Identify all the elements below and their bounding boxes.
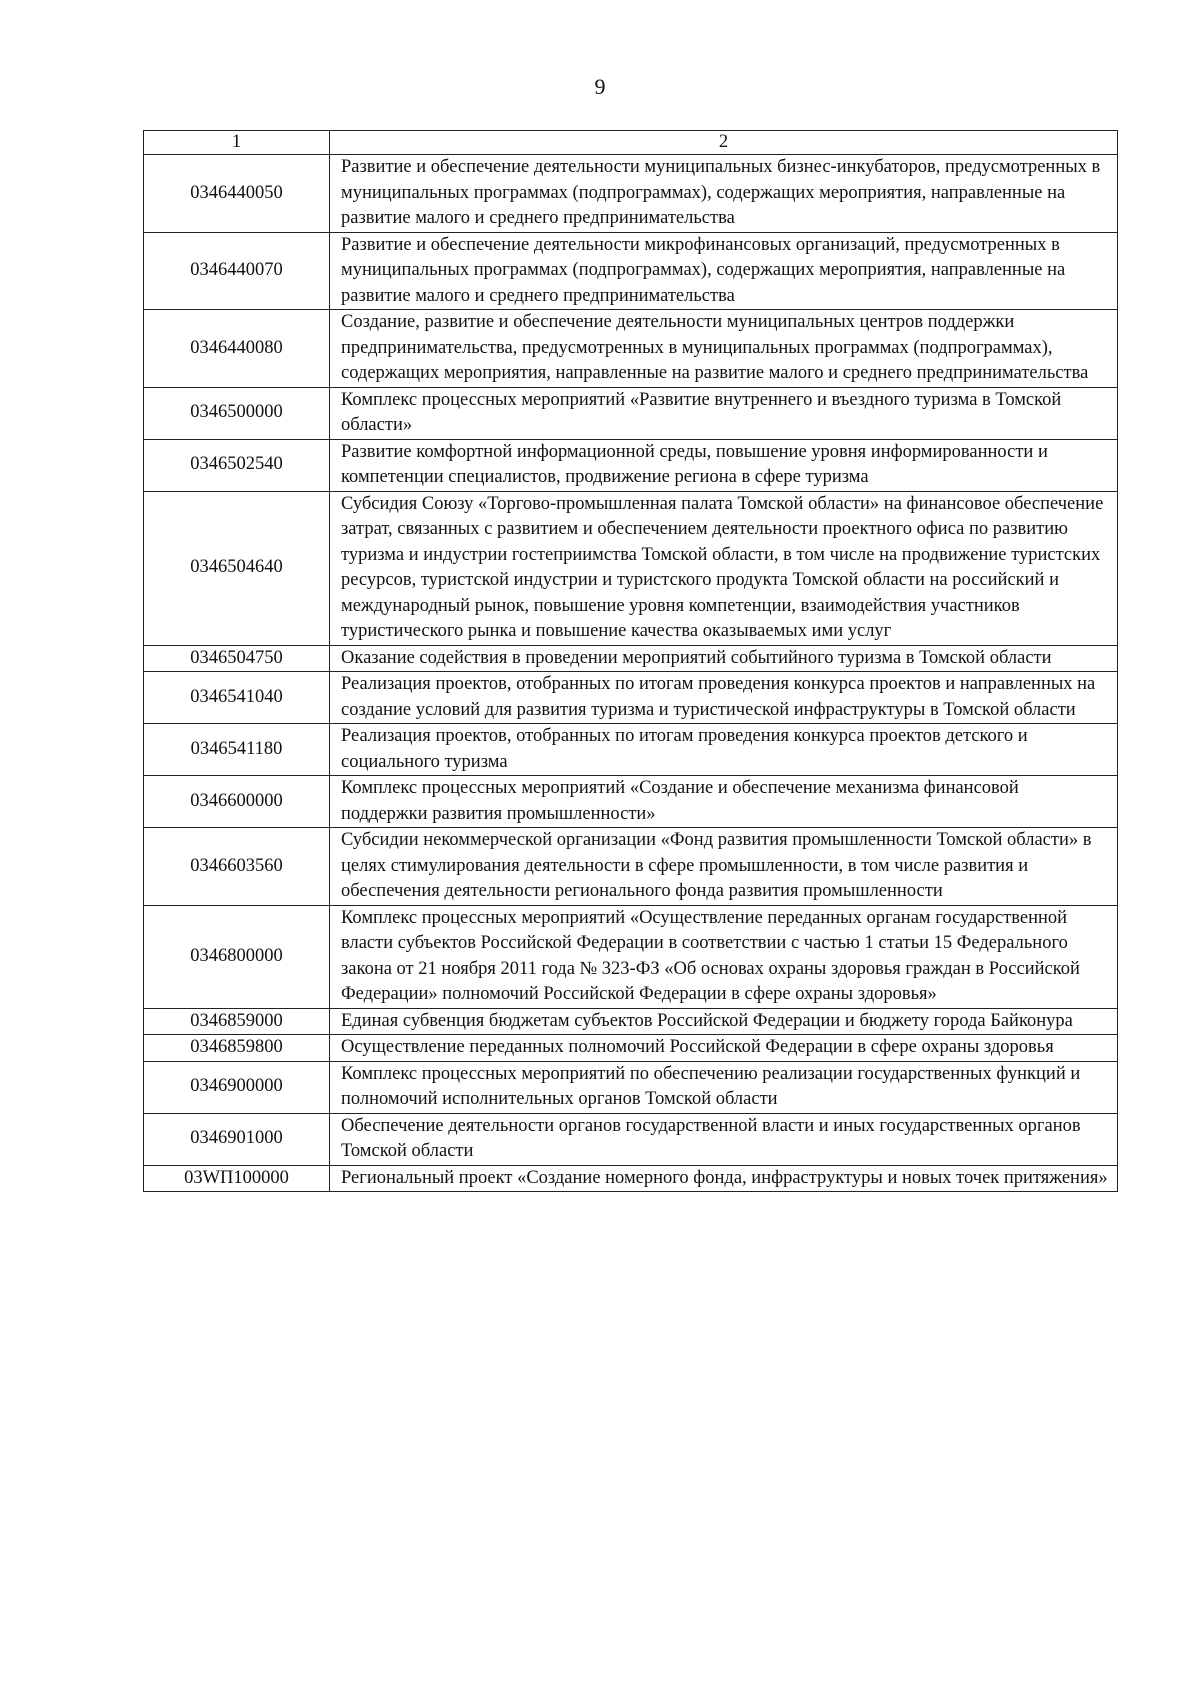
row-code-cell: 0346440080 — [144, 310, 330, 388]
row-code-cell: 0346800000 — [144, 905, 330, 1008]
row-code-cell: 0346859800 — [144, 1035, 330, 1062]
row-code-cell: 0346603560 — [144, 828, 330, 906]
row-code-cell: 0346901000 — [144, 1113, 330, 1165]
table-row — [144, 310, 1118, 388]
column-header-2: 2 — [330, 131, 1118, 155]
row-code-cell: 0346600000 — [144, 776, 330, 828]
table-row — [144, 672, 1118, 724]
table-row — [144, 724, 1118, 776]
table-row — [144, 1061, 1118, 1113]
table-row — [144, 439, 1118, 491]
table-row — [144, 1008, 1118, 1035]
table-row — [144, 1035, 1118, 1062]
row-description-cell: Субсидия Союзу «Торгово-промышленная палата Томской области» на финансовое обеспечение затрат, связанных с развитием и обеспечением деятельности проектного офиса по развитию туризма и индустрии гостеприимства Томской области, в том числе на продвижение туристских ресурсов, туристской индустрии и туристского продукта Томской области на российский и международный рынок, повышение уровня компетенции, взаимодействия участников туристического рынка и повышение качества оказываемых ими услуг — [330, 491, 1118, 645]
row-description-cell: Осуществление переданных полномочий Российской Федерации в сфере охраны здоровья — [330, 1035, 1118, 1062]
row-description-cell: Реализация проектов, отобранных по итогам проведения конкурса проектов детского и социального туризма — [330, 724, 1118, 776]
row-code-cell: 0346504640 — [144, 491, 330, 645]
budget-classification-table — [143, 130, 1118, 1192]
row-code-cell: 0346440070 — [144, 232, 330, 310]
table-row — [144, 1165, 1118, 1192]
table-row — [144, 776, 1118, 828]
row-description-cell: Оказание содействия в проведении мероприятий событийного туризма в Томской области — [330, 645, 1118, 672]
row-description-cell: Развитие и обеспечение деятельности микрофинансовых организаций, предусмотренных в муниципальных программах (подпрограммах), содержащих мероприятия, направленные на развитие малого и среднего предпринимательства — [330, 232, 1118, 310]
row-code-cell: 0346541040 — [144, 672, 330, 724]
table-row — [144, 905, 1118, 1008]
table-body — [144, 155, 1118, 1192]
table-row — [144, 828, 1118, 906]
row-description-cell: Субсидии некоммерческой организации «Фонд развития промышленности Томской области» в целях стимулирования деятельности в сфере промышленности, в том числе развития и обеспечения деятельности регионального фонда развития промышленности — [330, 828, 1118, 906]
row-code-cell: 0346500000 — [144, 387, 330, 439]
column-header-1: 1 — [144, 131, 330, 155]
row-description-cell: Комплекс процессных мероприятий «Осуществление переданных органам государственной власти субъектов Российской Федерации в соответствии с частью 1 статьи 15 Федерального закона от 21 ноября 2011 года № 323-ФЗ «Об основах охраны здоровья граждан в Российской Федерации» полномочий Российской Федерации в сфере охраны здоровья» — [330, 905, 1118, 1008]
row-code-cell: 0346440050 — [144, 155, 330, 233]
row-code-cell: 0346900000 — [144, 1061, 330, 1113]
row-description-cell: Комплекс процессных мероприятий «Развитие внутреннего и въездного туризма в Томской области» — [330, 387, 1118, 439]
row-description-cell: Комплекс процессных мероприятий «Создание и обеспечение механизма финансовой поддержки развития промышленности» — [330, 776, 1118, 828]
page-number: 9 — [594, 74, 606, 99]
table-row — [144, 232, 1118, 310]
row-description-cell: Обеспечение деятельности органов государственной власти и иных государственных органов Томской области — [330, 1113, 1118, 1165]
table-row — [144, 491, 1118, 645]
row-description-cell: Единая субвенция бюджетам субъектов Российской Федерации и бюджету города Байконура — [330, 1008, 1118, 1035]
table-header-row — [144, 131, 1118, 155]
row-description-cell: Комплекс процессных мероприятий по обеспечению реализации государственных функций и полномочий исполнительных органов Томской области — [330, 1061, 1118, 1113]
row-code-cell: 0346504750 — [144, 645, 330, 672]
row-code-cell: 0346502540 — [144, 439, 330, 491]
row-code-cell: 0346859000 — [144, 1008, 330, 1035]
row-code-cell: 03WП100000 — [144, 1165, 330, 1192]
row-description-cell: Реализация проектов, отобранных по итогам проведения конкурса проектов и направленных на создание условий для развития туризма и туристической инфраструктуры в Томской области — [330, 672, 1118, 724]
row-code-cell: 0346541180 — [144, 724, 330, 776]
table-row — [144, 1113, 1118, 1165]
table-row — [144, 645, 1118, 672]
row-description-cell: Развитие комфортной информационной среды, повышение уровня информированности и компетенции специалистов, продвижение региона в сфере туризма — [330, 439, 1118, 491]
row-description-cell: Развитие и обеспечение деятельности муниципальных бизнес-инкубаторов, предусмотренных в муниципальных программах (подпрограммах), содержащих мероприятия, направленные на развитие малого и среднего предпринимательства — [330, 155, 1118, 233]
row-description-cell: Региональный проект «Создание номерного фонда, инфраструктуры и новых точек притяжения» — [330, 1165, 1118, 1192]
row-description-cell: Создание, развитие и обеспечение деятельности муниципальных центров поддержки предпринимательства, предусмотренных в муниципальных программах (подпрограммах), содержащих мероприятия, направленные на развитие малого и среднего предпринимательства — [330, 310, 1118, 388]
table-row — [144, 387, 1118, 439]
table-row — [144, 155, 1118, 233]
